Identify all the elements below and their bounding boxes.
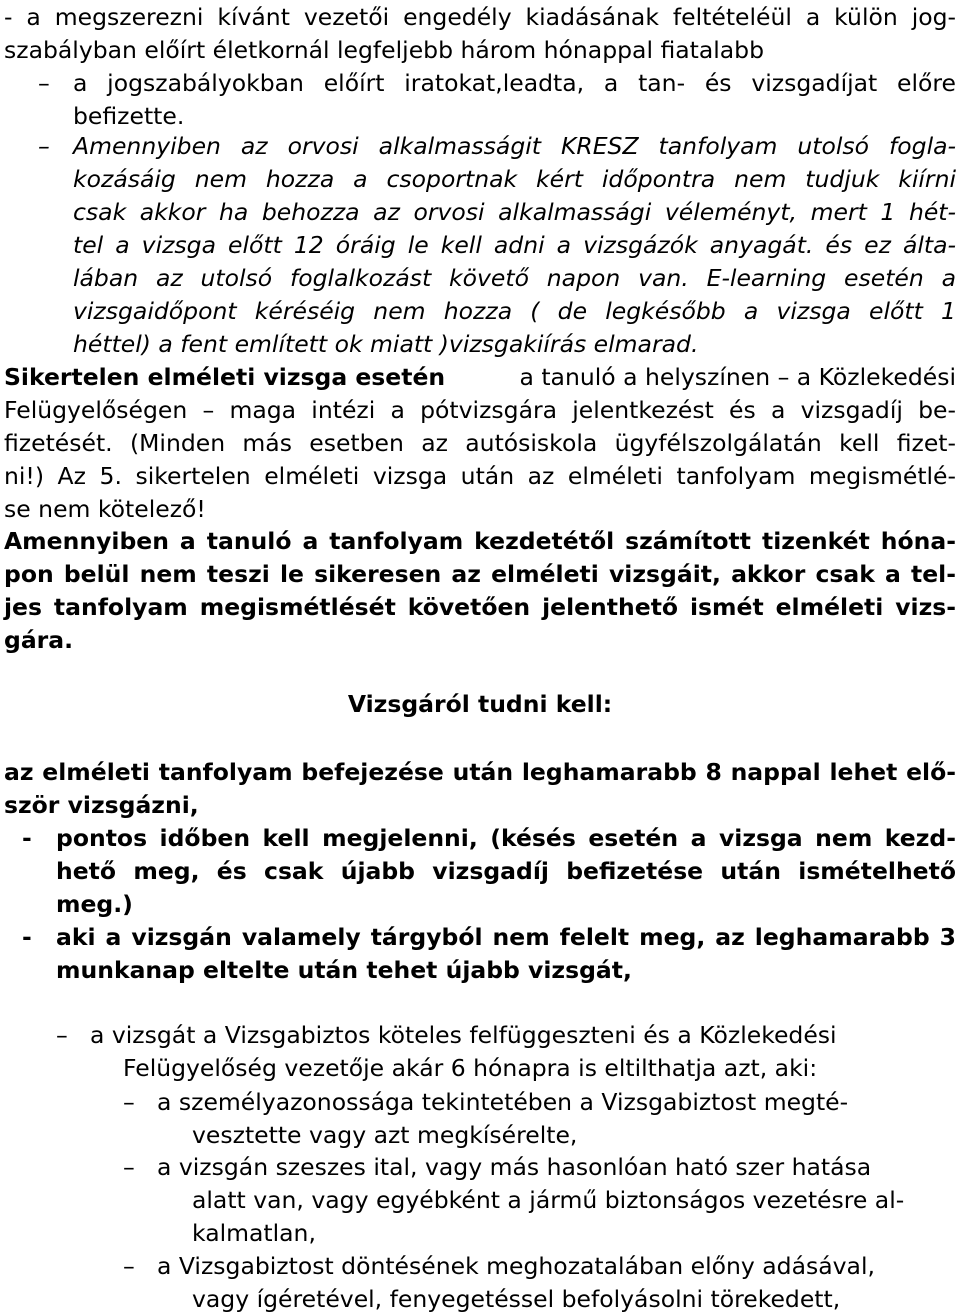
list-item-line: a vizsgán szeszes ital, vagy más hasonlóan ható szer hatása xyxy=(157,1153,872,1181)
list-item-line: meg.) xyxy=(56,890,133,918)
list-item-line: aki a vizsgán valamely tárgyból nem felelt meg, az leghamarabb 3 xyxy=(56,923,956,951)
paragraph-text: a tanuló a helyszínen – a Közlekedési xyxy=(511,363,956,391)
list-item-line: befizette. xyxy=(73,102,185,130)
paragraph-line: az elméleti tanfolyam befejezése után leghamarabb 8 nappal lehet elő- xyxy=(4,758,956,786)
list-item-line: kalmatlan, xyxy=(192,1219,316,1247)
paragraph-line: se nem kötelező! xyxy=(4,495,206,523)
paragraph-line: fizetését. (Minden más esetben az autósiskola ügyfélszolgálatán kell fizet- xyxy=(4,429,956,457)
section-heading: Vizsgáról tudni kell: xyxy=(347,690,613,718)
list-item-line: hető meg, és csak újabb vizsgadíj befizetése után ismételhető xyxy=(56,857,956,885)
list-item-line: csak akkor ha behozza az orvosi alkalmassági véleményt, mert 1 hét- xyxy=(73,198,956,226)
list-item-line: pontos időben kell megjelenni, (késés esetén a vizsga nem kezd- xyxy=(56,824,956,852)
list-item-line: vizsgaidőpont kéréséig nem hozza ( de legkésőbb a vizsga előtt 1 xyxy=(73,297,956,325)
dash-bullet: – xyxy=(56,1021,68,1049)
dash-bullet: – xyxy=(123,1252,135,1280)
list-item-line: héttel) a fent említett ok miatt )vizsgakiírás elmarad. xyxy=(73,330,699,358)
dash-bullet: - xyxy=(22,923,32,951)
list-item-line: Amennyiben az orvosi alkalmasságit KRESZ tanfolyam utolsó fogla- xyxy=(73,132,956,160)
paragraph-line: - a megszerezni kívánt vezetői engedély kiadásának feltételéül a külön jog- xyxy=(4,3,956,31)
list-item-line: a jogszabályokban előírt iratokat,leadta, a tan- és vizsgadíjat előre xyxy=(73,69,956,97)
paragraph-line: jes tanfolyam megismétlését követően jelenthető ismét elméleti vizs- xyxy=(4,593,956,621)
list-item-line: a személyazonossága tekintetében a Vizsgabiztost megté- xyxy=(157,1088,849,1116)
list-item-line: a Vizsgabiztost döntésének meghozatalában előny adásával, xyxy=(157,1252,875,1280)
list-item-line: kozásáig nem hozza a csoportnak kért időpontra nem tudjuk kiírni xyxy=(73,165,956,193)
dash-bullet: – xyxy=(123,1153,135,1181)
paragraph-line: pon belül nem teszi le sikeresen az elméleti vizsgáit, akkor csak a tel- xyxy=(4,560,956,588)
list-item-line: a vizsgát a Vizsgabiztos köteles felfüggeszteni és a Közlekedési xyxy=(90,1021,837,1049)
paragraph-line: gára. xyxy=(4,626,74,654)
dash-bullet: – xyxy=(38,69,50,97)
dash-bullet: – xyxy=(38,132,50,160)
list-item-line: tel a vizsga előtt 12 óráig le kell adni a vizsgázók anyagát. és ez álta- xyxy=(73,231,956,259)
list-item-line: munkanap eltelte után tehet újabb vizsgát, xyxy=(56,956,632,984)
paragraph-line: Amennyiben a tanuló a tanfolyam kezdetétől számított tizenkét hóna- xyxy=(4,527,956,555)
paragraph-line: ni!) Az 5. sikertelen elméleti vizsga után az elméleti tanfolyam megismétlé- xyxy=(4,462,956,490)
dash-bullet: – xyxy=(123,1088,135,1116)
paragraph-line: Felügyelőségen – maga intézi a pótvizsgára jelentkezést és a vizsgadíj be- xyxy=(4,396,956,424)
list-item-line: lában az utolsó foglalkozást követő napon van. E-learning esetén a xyxy=(73,264,956,292)
paragraph-line: szabályban előírt életkornál legfeljebb három hónappal fiatalabb xyxy=(4,36,765,64)
list-item-line: vesztette vagy azt megkísérelte, xyxy=(192,1121,578,1149)
bold-lead-text: Sikertelen elméleti vizsga esetén xyxy=(4,363,446,391)
dash-bullet: - xyxy=(22,824,32,852)
paragraph-line: ször vizsgázni, xyxy=(4,791,199,819)
list-item-line: vagy ígéretével, fenyegetéssel befolyásolni törekedett, xyxy=(192,1285,841,1313)
paragraph-line xyxy=(4,361,956,394)
list-item-line: Felügyelőség vezetője akár 6 hónapra is eltilthatja azt, aki: xyxy=(123,1054,818,1082)
list-item-line: alatt van, vagy egyébként a jármű biztonságos vezetésre al- xyxy=(192,1186,905,1214)
